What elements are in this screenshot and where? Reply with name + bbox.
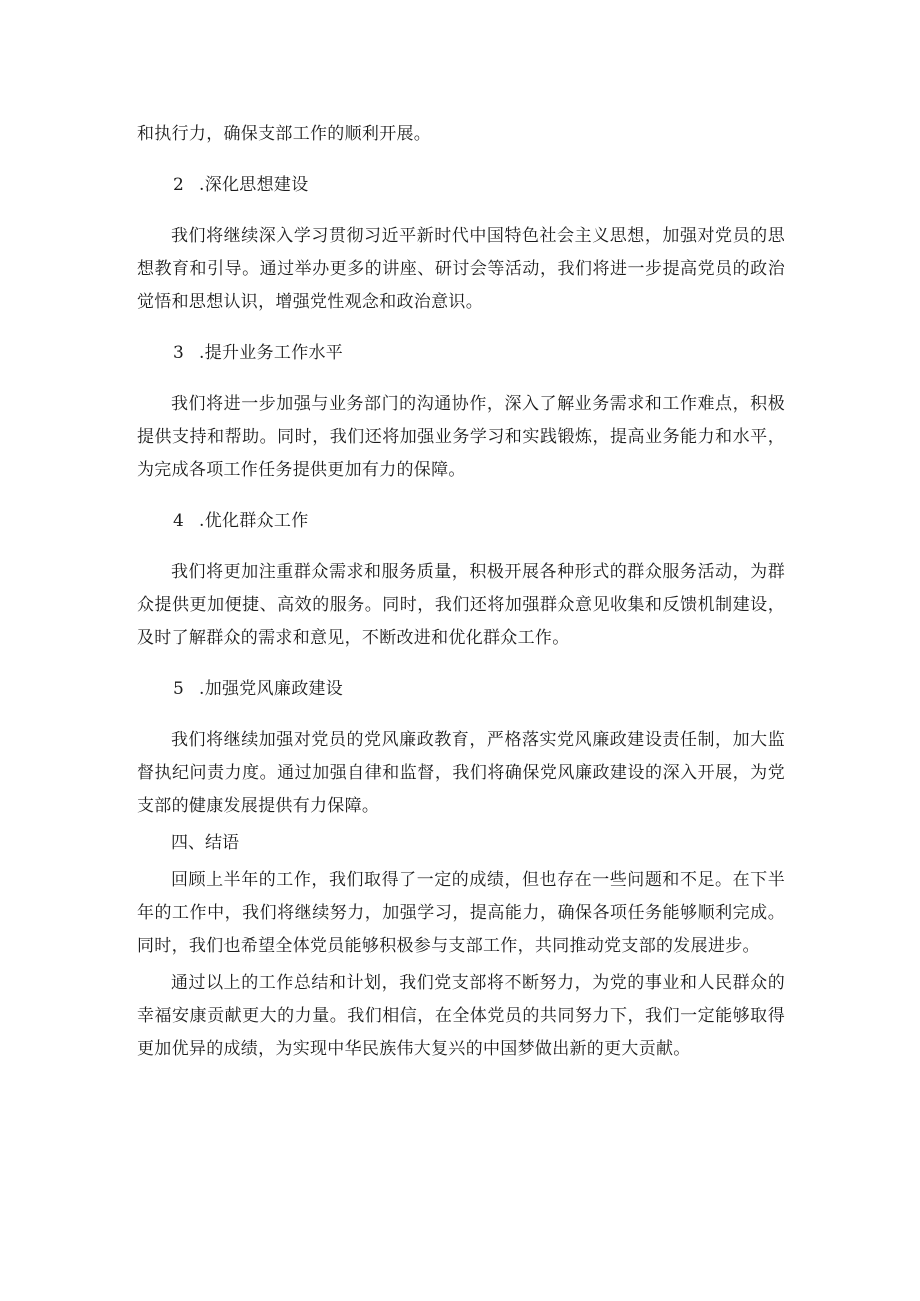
item-number: 4 [173,511,185,531]
item-body-2: 我们将继续深入学习贯彻习近平新时代中国特色社会主义思想，加强对党员的思想教育和引导。通过举办更多的讲座、研讨会等活动，我们将进一步提高党员的政治觉悟和思想认识，增强党性观念和政治意识。 [137,226,785,312]
conclusion-paragraph-1: 回顾上半年的工作，我们取得了一定的成绩，但也存在一些问题和不足。在下半年的工作中，我们将继续努力，加强学习，提高能力，确保各项任务能够顺利完成。同时，我们也希望全体党员能够积极参与支部工作，共同推动党支部的发展进步。 [137,870,785,956]
item-number: 2 [173,175,185,195]
item-body-3: 我们将进一步加强与业务部门的沟通协作，深入了解业务需求和工作难点，积极提供支持和帮助。同时，我们还将加强业务学习和实践锻炼，提高业务能力和水平，为完成各项工作任务提供更加有力的保障。 [137,394,785,480]
item-heading-4 [137,505,785,538]
item-number: 5 [173,679,185,699]
item-heading-3 [137,337,785,370]
item-number: 3 [173,343,185,363]
conclusion-title: 四、结语 [171,833,239,853]
item-title: .深化思想建设 [199,175,309,195]
item-title: .优化群众工作 [199,511,309,531]
item-body-4: 我们将更加注重群众需求和服务质量，积极开展各种形式的群众服务活动，为群众提供更加便捷、高效的服务。同时，我们还将加强群众意见收集和反馈机制建设，及时了解群众的需求和意见，不断改进和优化群众工作。 [137,562,785,648]
item-body-5: 我们将继续加强对党员的党风廉政教育，严格落实党风廉政建设责任制，加大监督执纪问责力度。通过加强自律和监督，我们将确保党风廉政建设的深入开展，为党支部的健康发展提供有力保障。 [137,730,785,816]
item-heading-5 [137,673,785,706]
item-title: .加强党风廉政建设 [199,679,344,699]
intro-continuation: 和执行力，确保支部工作的顺利开展。 [137,124,432,144]
item-heading-2 [137,169,785,202]
conclusion-paragraph-2: 通过以上的工作总结和计划，我们党支部将不断努力，为党的事业和人民群众的幸福安康贡献更大的力量。我们相信，在全体党员的共同努力下，我们一定能够取得更加优异的成绩，为实现中华民族伟大复兴的中国梦做出新的更大贡献。 [137,973,785,1059]
document-body [137,118,785,1084]
item-title: .提升业务工作水平 [199,343,344,363]
